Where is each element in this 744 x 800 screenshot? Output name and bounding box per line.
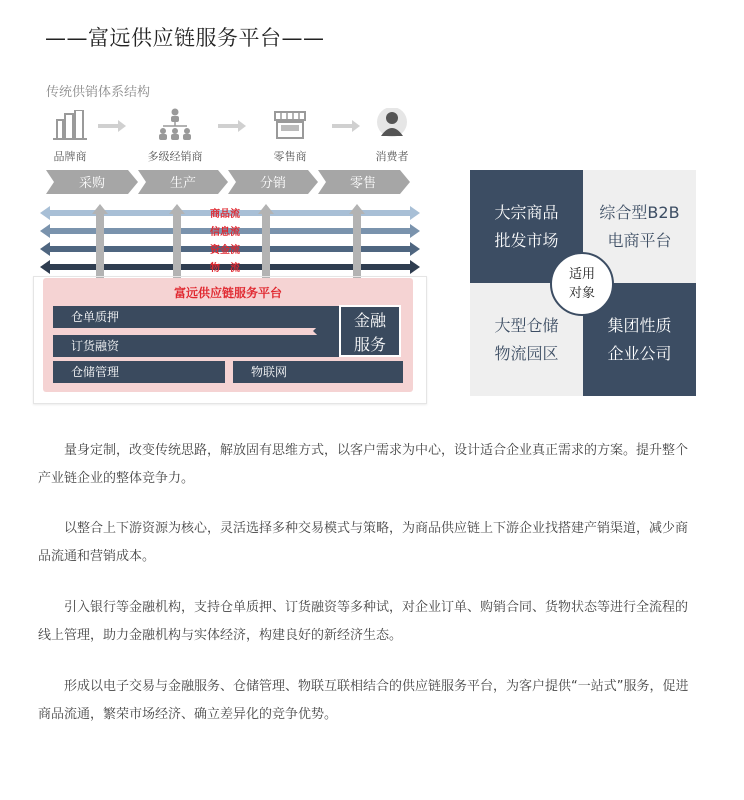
page-title: ——富远供应链服务平台—— [45,26,325,50]
stage-label: 零售 [349,176,377,191]
platform-box [43,278,413,392]
role-distributor [135,106,215,164]
badge-label: 适用 [568,267,595,282]
arrow-right-icon [218,120,246,132]
person-icon [352,106,432,140]
hierarchy-people-icon [135,106,215,140]
paragraph-one-stop-service: 形成以电子交易与金融服务、仓储管理、物联互联相结合的供应链服务平台，为客户提供“一站式”服务，促进商品流通，繁荣市场经济、确立差异化的竞争优势。 [38,679,689,722]
platform-bar-warehouse-receipt: 仓单质押 [53,306,339,328]
finance-label-line2: 服务 [353,335,386,354]
target-label: 企业公司 [607,343,672,363]
stage-label: 采购 [78,176,106,191]
role-label: 零售商 [273,150,307,163]
platform-bar-warehouse-management: 仓储管理 [53,361,225,383]
target-label: 电商平台 [607,230,672,250]
roles-row [30,106,430,166]
storefront-icon [250,106,330,140]
finance-service-box [339,305,401,357]
flow-label: 资金流 [210,245,240,256]
finance-label-line1: 金融 [353,311,386,330]
applicable-objects-badge [550,252,614,316]
paragraph-financial-institutions: 引入银行等金融机构，支持仓单质押、订货融资等多种试，对企业订单、购销合同、货物状态等进行全流程的线上管理，助力金融机构与实体经济，构建良好的新经济生态。 [38,600,689,643]
role-consumer [352,106,432,164]
flow-label: 信息流 [210,227,240,238]
role-retailer [250,106,330,164]
diagram-subtitle: 传统供销体系结构 [46,85,151,100]
flow-label: 物 流 [210,263,240,274]
stage-label: 分销 [259,176,287,191]
badge-label: 对象 [568,286,595,301]
paragraph-customization: 量身定制，改变传统思路，解放固有思维方式，以客户需求为中心，设计适合企业真正需求的方案。提升整个产业链企业的整体竞争力。 [38,443,689,486]
stage-label: 生产 [169,176,197,191]
platform-title: 富远供应链服务平台 [173,286,282,300]
target-label: 大宗商品 [494,202,559,222]
platform-bar-iot: 物联网 [233,361,403,383]
supply-chain-flow-diagram [30,168,430,280]
target-label: 综合型B2B [599,202,680,222]
flow-label: 商品流 [210,209,240,220]
arrow-right-icon [98,120,126,132]
stage-chevrons [46,170,410,194]
paragraph-resource-integration: 以整合上下游资源为核心，灵活选择多种交易模式与策略，为商品供应链上下游企业找搭建产销渠道，减少商品流通和营销成本。 [38,521,689,564]
role-label: 多级经销商 [147,150,203,163]
platform-bar-order-financing: 订货融资 [53,335,339,357]
role-label: 品牌商 [53,150,87,163]
target-label: 集团性质 [607,315,672,335]
target-label: 批发市场 [494,230,559,250]
target-label: 物流园区 [494,343,559,363]
role-label: 消费者 [375,150,409,163]
target-label: 大型仓储 [494,315,559,335]
role-brand [30,106,110,164]
applicable-targets-grid [470,170,696,396]
